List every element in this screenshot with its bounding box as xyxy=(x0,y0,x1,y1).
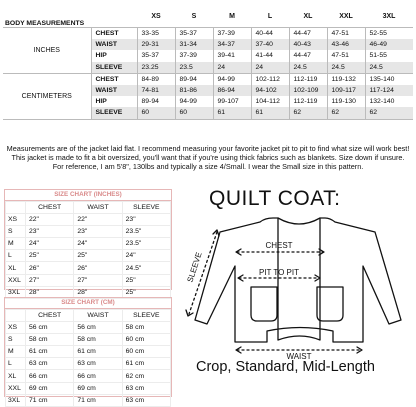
measure-name: SLEEVE xyxy=(91,107,137,119)
measure-value: 60 xyxy=(137,107,175,119)
measure-value: 47-51 xyxy=(327,28,365,40)
size-row xyxy=(6,370,171,382)
size-value: 25" xyxy=(122,274,170,286)
measure-value: 35-37 xyxy=(137,50,175,61)
size-header-xxl: XXL xyxy=(327,5,365,28)
measure-value: 117-124 xyxy=(365,85,413,96)
measure-name: SLEEVE xyxy=(91,62,137,74)
body-table-body xyxy=(3,28,413,120)
measure-value: 61 xyxy=(251,107,289,119)
measure-value: 51-55 xyxy=(365,50,413,61)
size-value: 25" xyxy=(122,286,170,298)
pit-to-pit-label: PIT TO PIT xyxy=(258,268,300,277)
measure-value: 119-130 xyxy=(327,96,365,107)
size-chart-cm-title: SIZE CHART (CM) xyxy=(5,298,171,309)
measure-value: 86-94 xyxy=(213,85,251,96)
measure-value: 23.25 xyxy=(137,62,175,74)
measure-value: 40-43 xyxy=(289,39,327,50)
size-row xyxy=(6,262,171,274)
measure-value: 43-46 xyxy=(327,39,365,50)
size-row xyxy=(6,274,171,286)
coat-outline xyxy=(195,218,401,342)
size-value: 60 cm xyxy=(122,346,170,358)
size-chart-cm xyxy=(4,297,172,404)
left-pocket xyxy=(251,287,277,321)
measure-value: 61 xyxy=(213,107,251,119)
body-measure-row xyxy=(3,73,413,85)
size-chart-inches-header-row xyxy=(6,202,171,214)
measure-value: 52-55 xyxy=(365,28,413,40)
measure-value: 62 xyxy=(289,107,327,119)
size-row xyxy=(6,334,171,346)
right-pocket xyxy=(317,287,343,321)
size-value: 24" xyxy=(26,238,74,250)
size-header-xs: XS xyxy=(137,5,175,28)
size-value: 26" xyxy=(74,262,122,274)
measure-value: 99-107 xyxy=(213,96,251,107)
size-row xyxy=(6,226,171,238)
size-value: 71 cm xyxy=(74,394,122,406)
size-value: 23.5" xyxy=(122,226,170,238)
size-value: 23.5" xyxy=(122,238,170,250)
measure-value: 34-37 xyxy=(213,39,251,50)
fit-notes: Measurements are of the jacket laid flat. I recommend measuring your favorite jacket pit to pit to find what size will work best! This jacket is made to fit a bit oversized, you'll want that if you're using thick fabrics such as blankets. Size down if unsure. For reference, I am 5'8", 130lbs and typically a size 4/Small. I wear the Small size in this pattern. xyxy=(6,144,410,171)
measure-value: 24 xyxy=(251,62,289,74)
size-value: 26" xyxy=(26,262,74,274)
measure-value: 40-44 xyxy=(251,28,289,40)
size-row xyxy=(6,238,171,250)
measure-value: 81-86 xyxy=(175,85,213,96)
size-value: 23" xyxy=(74,226,122,238)
size-label: M xyxy=(6,238,26,250)
measure-value: 39-41 xyxy=(213,50,251,61)
size-col-header xyxy=(6,310,26,322)
coat-lengths-caption: Crop, Standard, Mid-Length xyxy=(196,359,375,375)
measure-group-label: CENTIMETERS xyxy=(3,73,91,119)
size-label: XXL xyxy=(6,274,26,286)
measure-value: 89-94 xyxy=(137,96,175,107)
measure-value: 104-112 xyxy=(251,96,289,107)
measure-value: 35-37 xyxy=(175,28,213,40)
measure-name: WAIST xyxy=(91,39,137,50)
size-col-header xyxy=(6,202,26,214)
quilt-coat-title: QUILT COAT: xyxy=(209,187,341,210)
size-row xyxy=(6,358,171,370)
measure-value: 46-49 xyxy=(365,39,413,50)
sleeve-col-header: SLEEVE xyxy=(122,202,170,214)
size-header-3xl: 3XL xyxy=(365,5,413,28)
measure-value: 109-117 xyxy=(327,85,365,96)
size-value: 58 cm xyxy=(26,334,74,346)
measure-value: 24.5 xyxy=(365,62,413,74)
measure-name: HIP xyxy=(91,50,137,61)
measure-value: 119-132 xyxy=(327,73,365,85)
size-label: XXL xyxy=(6,382,26,394)
size-label: S xyxy=(6,226,26,238)
size-value: 63 cm xyxy=(122,394,170,406)
size-value: 58 cm xyxy=(74,334,122,346)
size-value: 71 cm xyxy=(26,394,74,406)
measure-value: 41-44 xyxy=(251,50,289,61)
size-value: 56 cm xyxy=(74,322,122,334)
size-row xyxy=(6,214,171,226)
chest-col-header: CHEST xyxy=(26,310,74,322)
measure-value: 37-40 xyxy=(251,39,289,50)
size-label: L xyxy=(6,358,26,370)
measure-value: 44-47 xyxy=(289,28,327,40)
measure-value: 24.5 xyxy=(289,62,327,74)
measure-value: 31-34 xyxy=(175,39,213,50)
chest-label: CHEST xyxy=(265,241,293,250)
size-label: 3XL xyxy=(6,394,26,406)
waist-col-header: WAIST xyxy=(74,310,122,322)
measure-value: 62 xyxy=(327,107,365,119)
body-table-header-row xyxy=(3,5,413,28)
measure-value: 24.5 xyxy=(327,62,365,74)
size-label: XS xyxy=(6,214,26,226)
size-value: 62 cm xyxy=(122,370,170,382)
size-value: 66 cm xyxy=(26,370,74,382)
size-chart-inches-table xyxy=(5,201,171,299)
size-value: 63 cm xyxy=(74,358,122,370)
collar-line xyxy=(278,218,320,224)
size-value: 25" xyxy=(74,250,122,262)
size-value: 28" xyxy=(26,286,74,298)
sleeve-col-header: SLEEVE xyxy=(122,310,170,322)
size-chart-inches-body xyxy=(6,214,171,299)
header-spacer xyxy=(91,5,137,28)
size-chart-inches xyxy=(4,189,172,296)
waist-col-header: WAIST xyxy=(74,202,122,214)
size-label: S xyxy=(6,334,26,346)
size-label: L xyxy=(6,250,26,262)
size-value: 23" xyxy=(26,226,74,238)
measure-value: 33-35 xyxy=(137,28,175,40)
body-measure-row xyxy=(3,28,413,40)
size-value: 63 cm xyxy=(122,382,170,394)
size-value: 22" xyxy=(74,214,122,226)
size-value: 63 cm xyxy=(26,358,74,370)
body-measurements-header: BODY MEASUREMENTS xyxy=(3,5,91,28)
measure-value: 23.5 xyxy=(175,62,213,74)
size-label: XL xyxy=(6,370,26,382)
size-value: 61 cm xyxy=(74,346,122,358)
measure-value: 47-51 xyxy=(327,50,365,61)
size-row xyxy=(6,250,171,262)
size-chart-cm-body xyxy=(6,322,171,407)
size-row xyxy=(6,322,171,334)
size-chart-cm-header-row xyxy=(6,310,171,322)
measure-value: 60 xyxy=(175,107,213,119)
measure-value: 94-102 xyxy=(251,85,289,96)
size-label: 3XL xyxy=(6,286,26,298)
size-header-m: M xyxy=(213,5,251,28)
size-header-xl: XL xyxy=(289,5,327,28)
size-value: 24.5" xyxy=(122,262,170,274)
measure-value: 102-112 xyxy=(251,73,289,85)
measure-name: CHEST xyxy=(91,73,137,85)
measure-value: 94-99 xyxy=(213,73,251,85)
size-value: 66 cm xyxy=(74,370,122,382)
measure-value: 112-119 xyxy=(289,73,327,85)
size-value: 69 cm xyxy=(26,382,74,394)
size-chart-cm-table xyxy=(5,309,171,407)
waist-label: WAIST xyxy=(286,352,312,360)
size-value: 28" xyxy=(74,286,122,298)
measure-name: HIP xyxy=(91,96,137,107)
size-value: 23" xyxy=(122,214,170,226)
size-row xyxy=(6,346,171,358)
body-measurements-table xyxy=(3,5,413,120)
measure-value: 37-39 xyxy=(213,28,251,40)
measure-value: 94-99 xyxy=(175,96,213,107)
measure-value: 44-47 xyxy=(289,50,327,61)
size-value: 25" xyxy=(26,250,74,262)
size-label: XL xyxy=(6,262,26,274)
size-header-s: S xyxy=(175,5,213,28)
measure-name: WAIST xyxy=(91,85,137,96)
size-value: 24" xyxy=(74,238,122,250)
size-value: 69 cm xyxy=(74,382,122,394)
size-row xyxy=(6,382,171,394)
size-row xyxy=(6,394,171,406)
sleeve-label: SLEEVE xyxy=(185,251,204,284)
measure-value: 132-140 xyxy=(365,96,413,107)
chest-col-header: CHEST xyxy=(26,202,74,214)
measure-value: 112-119 xyxy=(289,96,327,107)
measure-value: 29-31 xyxy=(137,39,175,50)
size-value: 24" xyxy=(122,250,170,262)
size-value: 56 cm xyxy=(26,322,74,334)
size-value: 58 cm xyxy=(122,322,170,334)
measure-value: 84-89 xyxy=(137,73,175,85)
size-label: XS xyxy=(6,322,26,334)
measure-value: 89-94 xyxy=(175,73,213,85)
measure-value: 74-81 xyxy=(137,85,175,96)
size-chart-inches-title: SIZE CHART (INCHES) xyxy=(5,190,171,201)
size-value: 22" xyxy=(26,214,74,226)
measure-name: CHEST xyxy=(91,28,137,40)
measure-value: 24 xyxy=(213,62,251,74)
size-value: 61 cm xyxy=(26,346,74,358)
measure-value: 62 xyxy=(365,107,413,119)
size-label: M xyxy=(6,346,26,358)
size-value: 60 cm xyxy=(122,334,170,346)
size-value: 61 cm xyxy=(122,358,170,370)
measure-value: 102-109 xyxy=(289,85,327,96)
measure-value: 135-140 xyxy=(365,73,413,85)
measure-value: 37-39 xyxy=(175,50,213,61)
size-value: 27" xyxy=(26,274,74,286)
coat-diagram xyxy=(175,210,411,360)
size-value: 27" xyxy=(74,274,122,286)
measure-group-label: INCHES xyxy=(3,28,91,74)
size-header-l: L xyxy=(251,5,289,28)
